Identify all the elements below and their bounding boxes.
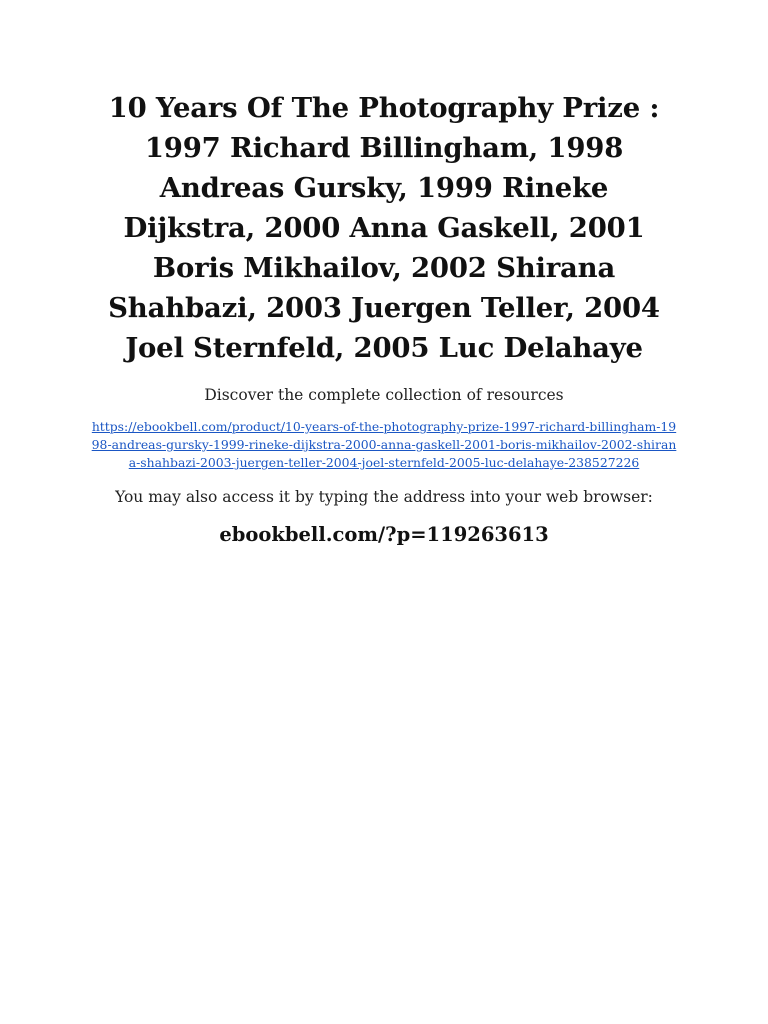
access-instructions: You may also access it by typing the address into your web browser: [115, 488, 653, 506]
short-url: ebookbell.com/?p=119263613 [219, 523, 549, 546]
discover-text: Discover the complete collection of resources [204, 386, 564, 404]
product-link[interactable]: https://ebookbell.com/product/10-years-of-the-photography-prize-1997-richard-billingham-1998-andreas-gursky-1999-rineke-dijkstra-2000-anna-gaskell-2001-boris-mikhailov-2002-shirana-shahbazi-2003-juergen-teller-2004-joel-sternfeld-2005-luc-delahaye-238527226 [91, 419, 677, 470]
document-title: 10 Years Of The Photography Prize : 1997 Richard Billingham, 1998 Andreas Gursky, 1999 Rineke Dijkstra, 2000 Anna Gaskell, 2001 Boris Mikhailov, 2002 Shirana Shahbazi, 2003 Juergen Teller, 2004 Joel Sternfeld, 2005 Luc Delahaye [108, 92, 660, 364]
